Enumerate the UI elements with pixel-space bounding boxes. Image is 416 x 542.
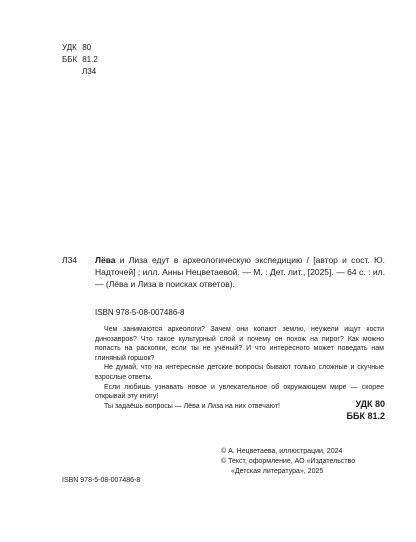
annotation bbox=[95, 325, 384, 411]
bottom-classification bbox=[347, 398, 385, 422]
udk-value: 80 bbox=[82, 43, 92, 52]
copyright-block bbox=[221, 447, 355, 477]
author-mark: Л34 bbox=[62, 255, 78, 265]
annotation-paragraph: Ты задаёшь вопросы — Лёва и Лиза на них отвечают! bbox=[104, 402, 280, 410]
bbk-label: ББК bbox=[62, 55, 78, 64]
annotation-paragraph: Если любишь узнавать новое и увлекательное об окружающем мире — скорее открывай эту книгу! bbox=[95, 383, 384, 401]
bbk-bottom: ББК 81.2 bbox=[346, 411, 385, 421]
bbk-line bbox=[62, 54, 98, 66]
annotation-paragraph: Не думай, что на интересные детские вопросы бывают только сложные и скучные взрослые ответы. bbox=[95, 364, 384, 381]
udk-label: УДК bbox=[62, 43, 77, 52]
classification-block bbox=[62, 42, 98, 78]
annotation-paragraph: Чем занимаются археологи? Зачем они копают землю, неужели ищут кости динозавров? Что такое культурный слой и почему он похож на пирог? Как можно попасть на раскопки, если ты не учёный? И что интересного может поведать нам глиняный горшок? bbox=[95, 326, 384, 362]
bbk-value: 81.2 bbox=[82, 55, 98, 64]
copyright-line: © А. Нецветаева, иллюстрации, 2024 bbox=[221, 448, 343, 455]
copyright-line: © Текст, оформление, АО «Издательство bbox=[221, 458, 356, 465]
isbn-footer: ISBN 978-5-08-007486-8 bbox=[62, 477, 141, 484]
bibliographic-description: и Лиза едут в археологическую экспедицию / [автор и сост. Ю. Надточей] ; илл. Анны Нецветаевой. — М. : Дет. лит., [2025]. — 64 с. : ил. — (Лёва и Лиза в поисках ответов). bbox=[95, 255, 385, 289]
isbn-main: ISBN 978-5-08-007486-8 bbox=[95, 308, 185, 317]
copyright-line: «Детская литература», 2025 bbox=[231, 468, 324, 475]
author-code: Л34 bbox=[82, 67, 97, 76]
bibliographic-record bbox=[95, 254, 385, 290]
udk-bottom: УДК 80 bbox=[355, 399, 385, 409]
book-title: Лёва bbox=[95, 255, 116, 265]
udk-line bbox=[62, 42, 98, 54]
